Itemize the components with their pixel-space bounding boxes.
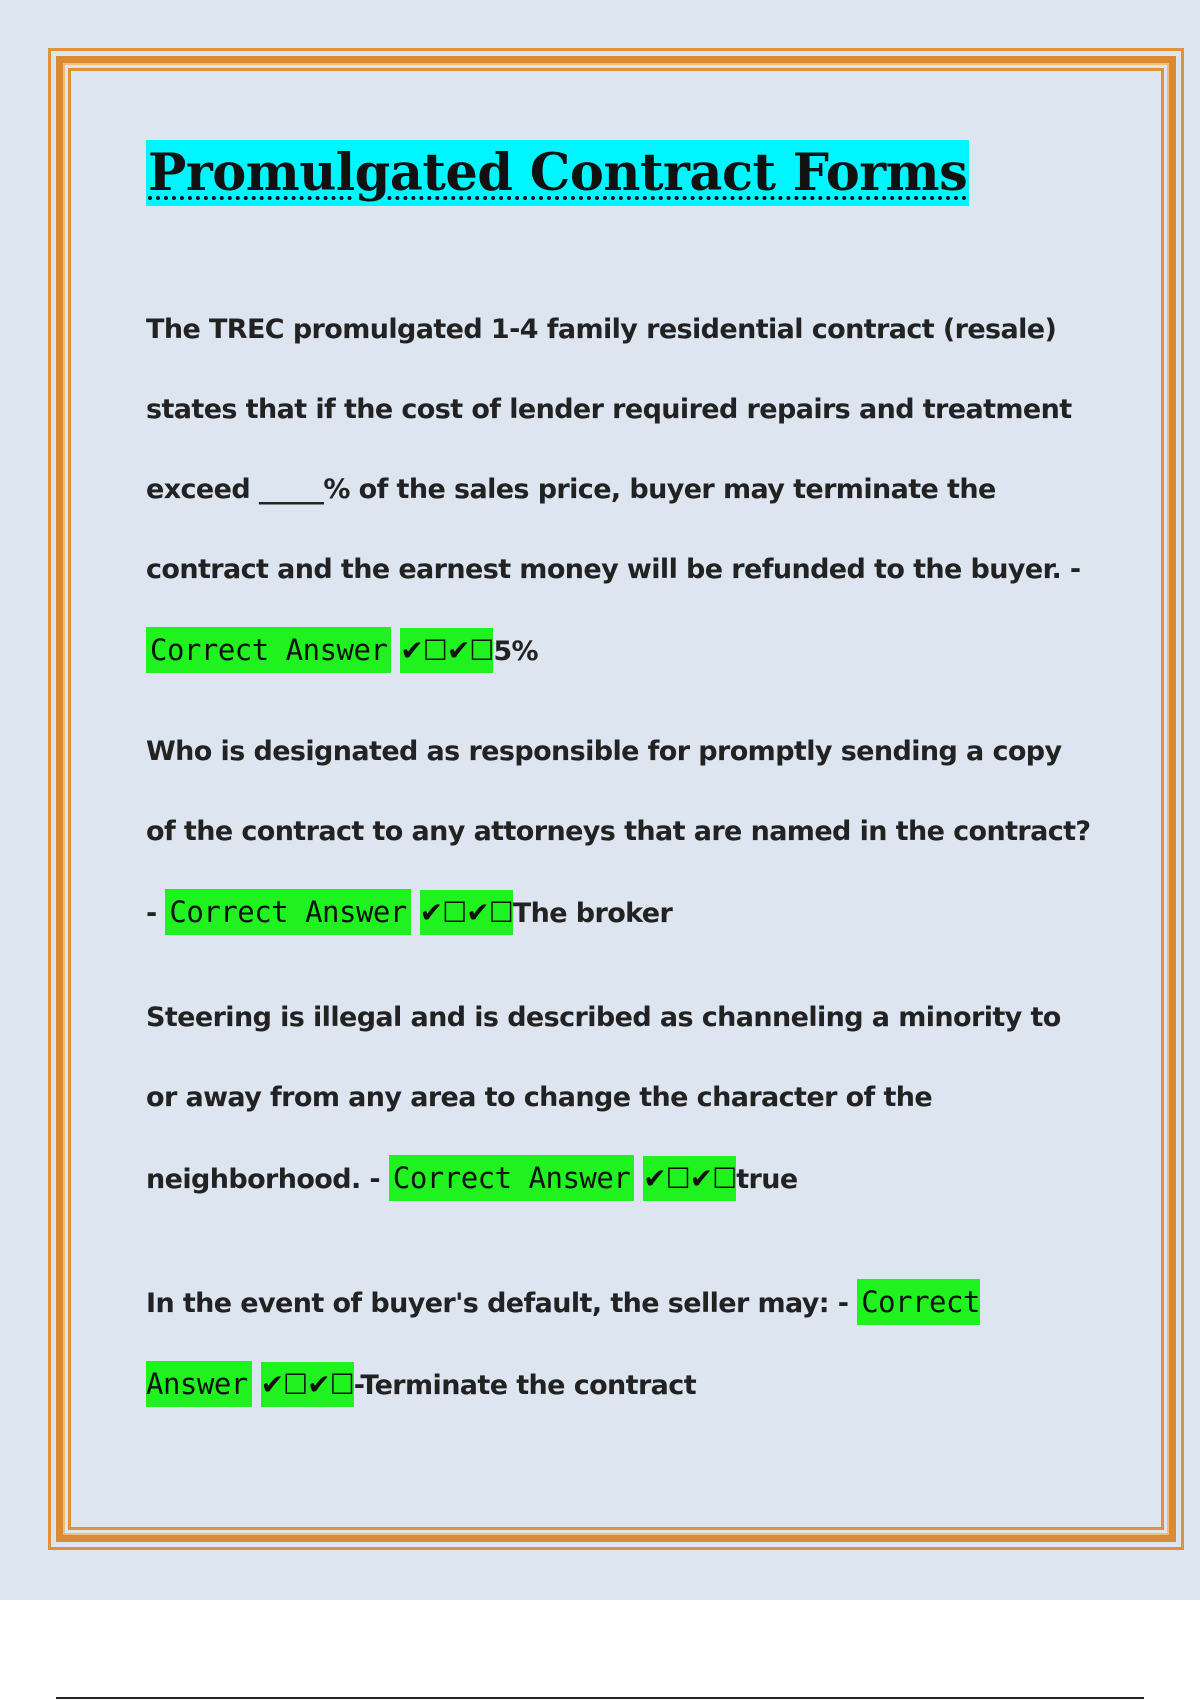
correct-answer-label: Correct Answer bbox=[165, 889, 410, 935]
answer-text: -Terminate the contract bbox=[353, 1370, 697, 1401]
check-marks: ✔☐✔☐ bbox=[643, 1156, 736, 1201]
qa-item bbox=[146, 1262, 1096, 1426]
correct-answer-label: Correct Answer bbox=[146, 627, 391, 673]
correct-answer-label: Correct Answer bbox=[389, 1155, 634, 1201]
question-text: Steering is illegal and is described as channeling a minority to or away from any area to change the character of the neighborhood. - bbox=[146, 1002, 1061, 1195]
footer-divider bbox=[56, 1697, 1144, 1699]
check-marks: ✔☐✔☐ bbox=[261, 1362, 354, 1407]
document-title: Promulgated Contract Forms bbox=[146, 140, 969, 206]
correct-answer-label: Correct Answer bbox=[146, 1279, 980, 1407]
question-text: Who is designated as responsible for promptly sending a copy of the contract to any attorneys that are named in the contract? - bbox=[146, 736, 1091, 929]
question-text: In the event of buyer's default, the seller may: - bbox=[146, 1288, 849, 1319]
document-content bbox=[146, 140, 1096, 1401]
check-marks: ✔☐✔☐ bbox=[420, 890, 513, 935]
qa-item bbox=[146, 290, 1096, 692]
answer-text: The broker bbox=[512, 898, 673, 929]
qa-item bbox=[146, 712, 1096, 954]
qa-item bbox=[146, 978, 1096, 1220]
answer-text: true bbox=[736, 1164, 798, 1195]
question-text: The TREC promulgated 1-4 family residential contract (resale) states that if the cost of lender required repairs and treatment exceed _____% of the sales price, buyer may terminate the contract and the earnest money will be refunded to the buyer. - bbox=[146, 314, 1081, 585]
check-marks: ✔☐✔☐ bbox=[400, 628, 493, 673]
answer-text: 5% bbox=[493, 636, 539, 667]
